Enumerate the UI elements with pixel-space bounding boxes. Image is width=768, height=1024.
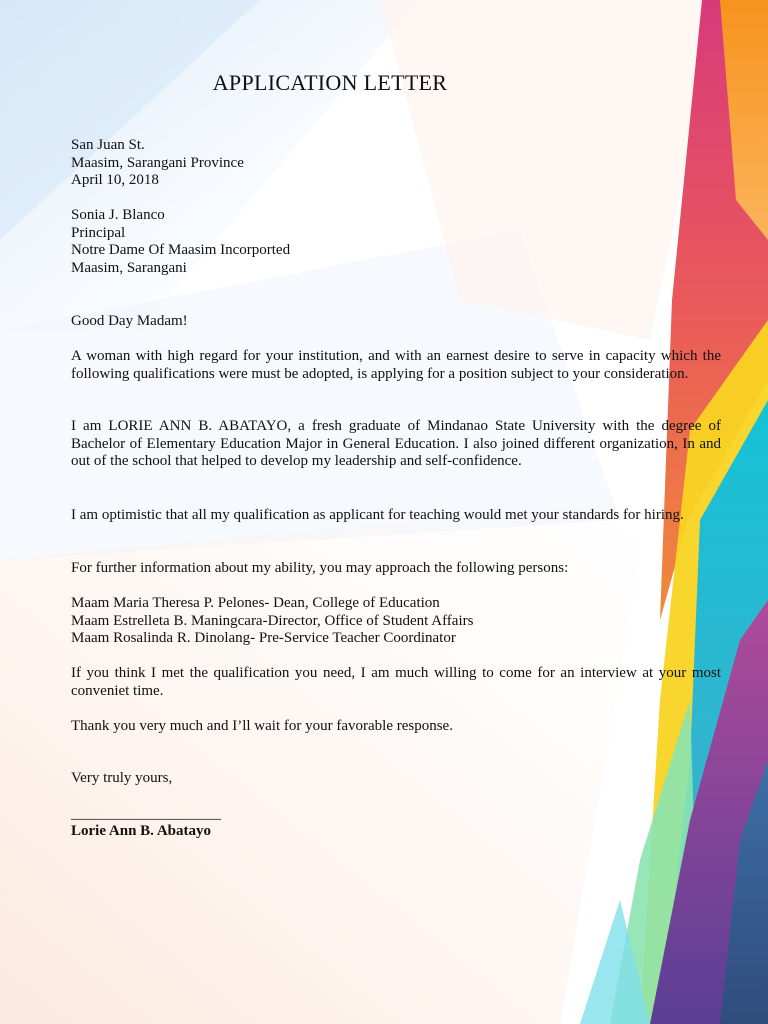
sender-street: San Juan St. (71, 137, 145, 153)
recipient-title: Principal (71, 224, 126, 241)
paragraph-background (71, 418, 721, 471)
paragraph-text: I am LORIE ANN B. ABATAYO, a fresh graduate of Mindanao State University with the degree of Bachelor of Elementary Education Major in General Education. I also joined different organization, In and out of the school that helped to develop my leadership and self-confidence. (71, 418, 721, 469)
greeting: Good Day Madam! (71, 313, 188, 329)
sender-city: Maasim, Sarangani Province (71, 154, 244, 171)
paragraph-text: A woman with high regard for your institution, and with an earnest desire to serve in capacity which the following qualifications were must be adopted, is applying for a position subject to your consideration. (71, 348, 721, 382)
paragraph-references-intro (71, 560, 721, 578)
paragraph-intro (71, 348, 721, 383)
paragraph-text: If you think I met the qualification you need, I am much willing to come for an interview at your most conveniet time. (71, 665, 721, 699)
sender-address (71, 137, 244, 190)
paragraph-text: I am optimistic that all my qualification as applicant for teaching would met your standards for hiring. (71, 507, 684, 523)
paragraph-interview (71, 665, 721, 700)
recipient-organization: Notre Dame Of Maasim Incorported (71, 242, 291, 258)
recipient-name: Sonia J. Blanco (71, 207, 165, 223)
reference-item: Maam Rosalinda R. Dinolang- Pre-Service Teacher Coordinator (71, 630, 456, 646)
paragraph-optimism (71, 507, 721, 525)
letter-title: APPLICATION LETTER (212, 70, 448, 95)
reference-item: Maam Maria Theresa P. Pelones- Dean, College of Education (71, 595, 440, 611)
paragraph-thanks: Thank you very much and I’ll wait for your favorable response. (71, 718, 453, 734)
reference-item: Maam Estrelleta B. Maningcara-Director, Office of Student Affairs (71, 612, 474, 629)
recipient-address (71, 207, 290, 277)
letter-date: April 10, 2018 (71, 172, 159, 188)
reference-list (71, 595, 473, 648)
paragraph-text: For further information about my ability, you may approach the following persons: (71, 560, 569, 576)
complimentary-close: Very truly yours, (71, 770, 173, 786)
signatory-name: Lorie Ann B. Abatayo (71, 823, 212, 839)
recipient-location: Maasim, Sarangani (71, 259, 187, 276)
signature-line: ____________________ (71, 806, 221, 822)
